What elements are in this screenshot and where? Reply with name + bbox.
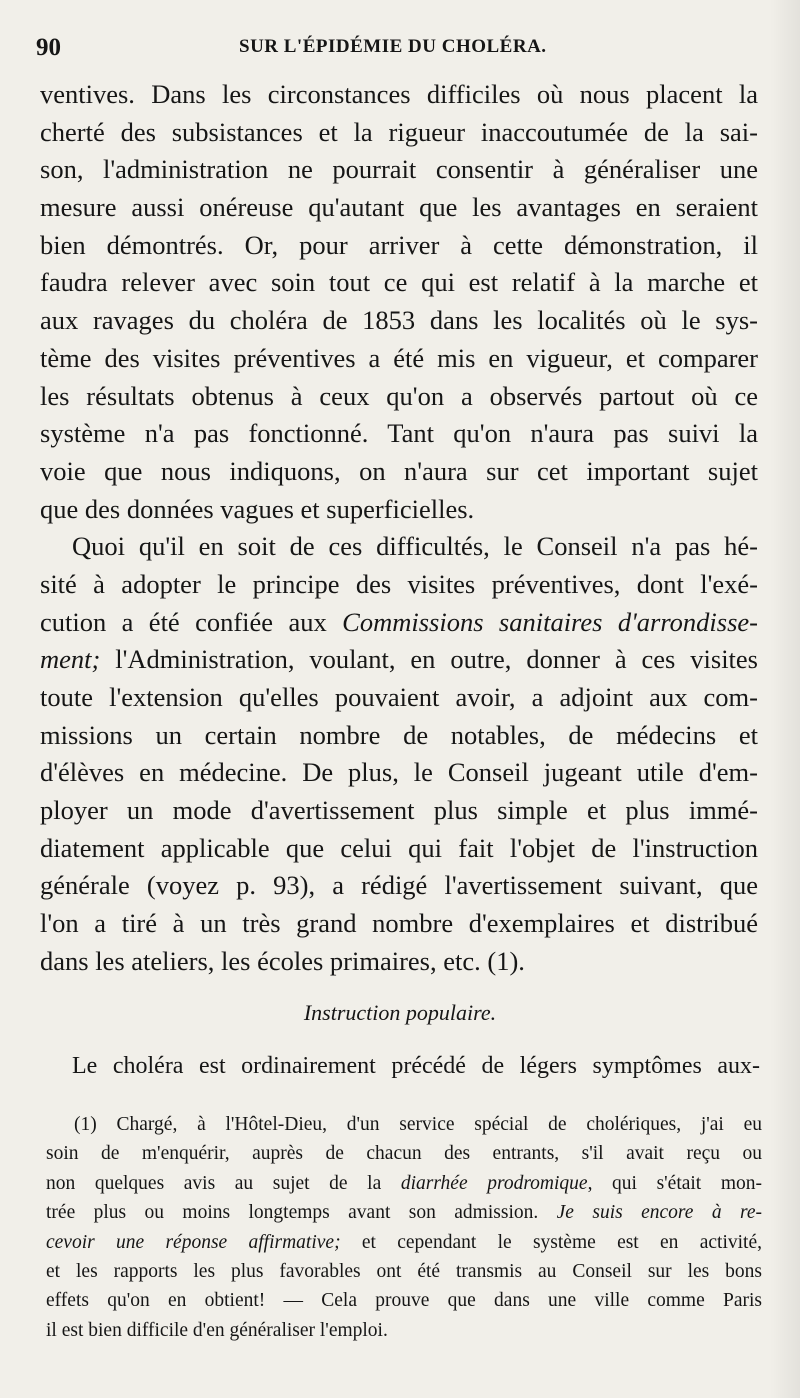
paragraph-line: générale (voyez p. 93), a rédigé l'avertissement suivant, que [40,870,758,901]
paragraph-line: diatement applicable que celui qui fait l'objet de l'instruction [40,832,758,863]
paragraph-line: l'on a tiré à un très grand nombre d'exemplaires et distribué [40,908,758,939]
italic-run: Commissions sanitaires d'arrondisse- [342,606,758,637]
body-line: système n'a pas fonctionné. Tant qu'on n'aura pas suivi la [40,418,758,449]
footnote-line [46,1169,762,1198]
footnote-line: et les rapports les plus favorables ont été transmis au Conseil sur les bons [46,1260,762,1282]
body-line: faudra relever avec soin tout ce qui est relatif à la marche et [40,267,758,298]
footnote-line: effets qu'on en obtient! — Cela prouve que dans une ville comme Paris [46,1290,762,1312]
footnote-line [46,1228,762,1257]
footnote [46,1110,762,1345]
text-run: cution a été confiée aux [40,606,343,637]
page-number: 90 [36,34,61,61]
paragraph-line [40,641,758,679]
paragraph-line: dans les ateliers, les écoles primaires, etc. (1). [40,945,525,976]
body-text [40,76,758,981]
text-run: trée plus ou moins longtemps avant son admission. [46,1202,557,1224]
footnote-line: soin de m'enquérir, auprès de chacun des entrants, s'il avait reçu ou [46,1143,762,1165]
footnote-line: il est bien difficile d'en généraliser l'emploi. [46,1319,388,1341]
paragraph-line: d'élèves en médecine. De plus, le Conseil jugeant utile d'em- [40,757,758,788]
page-header [36,34,776,66]
body-line: que des données vagues et superficielles. [40,493,475,524]
text-run: et cependant le système est en activité, [340,1231,762,1253]
body-line: tème des visites préventives a été mis en vigueur, et comparer [40,342,758,373]
page-edge-shadow [770,0,800,1398]
paragraph-line: ployer un mode d'avertissement plus simple et plus immé- [40,795,758,826]
body-line: bien démontrés. Or, pour arriver à cette démonstration, il [40,229,758,260]
body-line: Le choléra est ordinairement précédé de légers symptômes aux- [72,1053,760,1079]
italic-run: diarrhée prodromique [400,1172,588,1194]
body-line: les résultats obtenus à ceux qu'on a observés partout où ce [40,380,758,411]
footnote-line [46,1198,762,1227]
body-line: cherté des subsistances et la rigueur inaccoutumée de la sai- [40,116,758,147]
footnote-line: (1) Chargé, à l'Hôtel-Dieu, d'un service spécial de cholériques, j'ai eu [74,1114,762,1135]
body-line: son, l'administration ne pourrait consentir à généraliser une [40,154,758,185]
italic-run: Je suis encore à re- [556,1202,762,1224]
text-run: , qui s'était mon- [587,1172,762,1194]
text-run: l'Administration, voulant, en outre, donner à ces visites [100,644,758,675]
italic-run: ment; [40,644,101,675]
paragraph-line: Quoi qu'il en soit de ces difficultés, le Conseil n'a pas hé- [72,531,758,562]
paragraph-line: toute l'extension qu'elles pouvaient avoir, a adjoint aux com- [40,682,758,712]
paragraph-line: sité à adopter le principe des visites préventives, dont l'exé- [40,568,758,599]
section-heading: Instruction populaire. [303,1000,497,1025]
body-line: aux ravages du choléra de 1853 dans les localités où le sys- [40,305,758,336]
body-line: voie que nous indiquons, on n'aura sur cet important sujet [40,455,758,486]
body-line: mesure aussi onéreuse qu'autant que les avantages en seraient [40,192,758,223]
paragraph-line: missions un certain nombre de notables, de médecins et [40,719,758,750]
running-head: SUR L'ÉPIDÉMIE DU CHOLÉRA. [239,36,547,57]
paragraph-line [40,604,758,642]
body-line: ventives. Dans les circonstances difficiles où nous placent la [40,79,758,109]
italic-run: cevoir une réponse affirmative; [46,1231,341,1253]
text-run: non quelques avis au sujet de la [46,1172,401,1194]
